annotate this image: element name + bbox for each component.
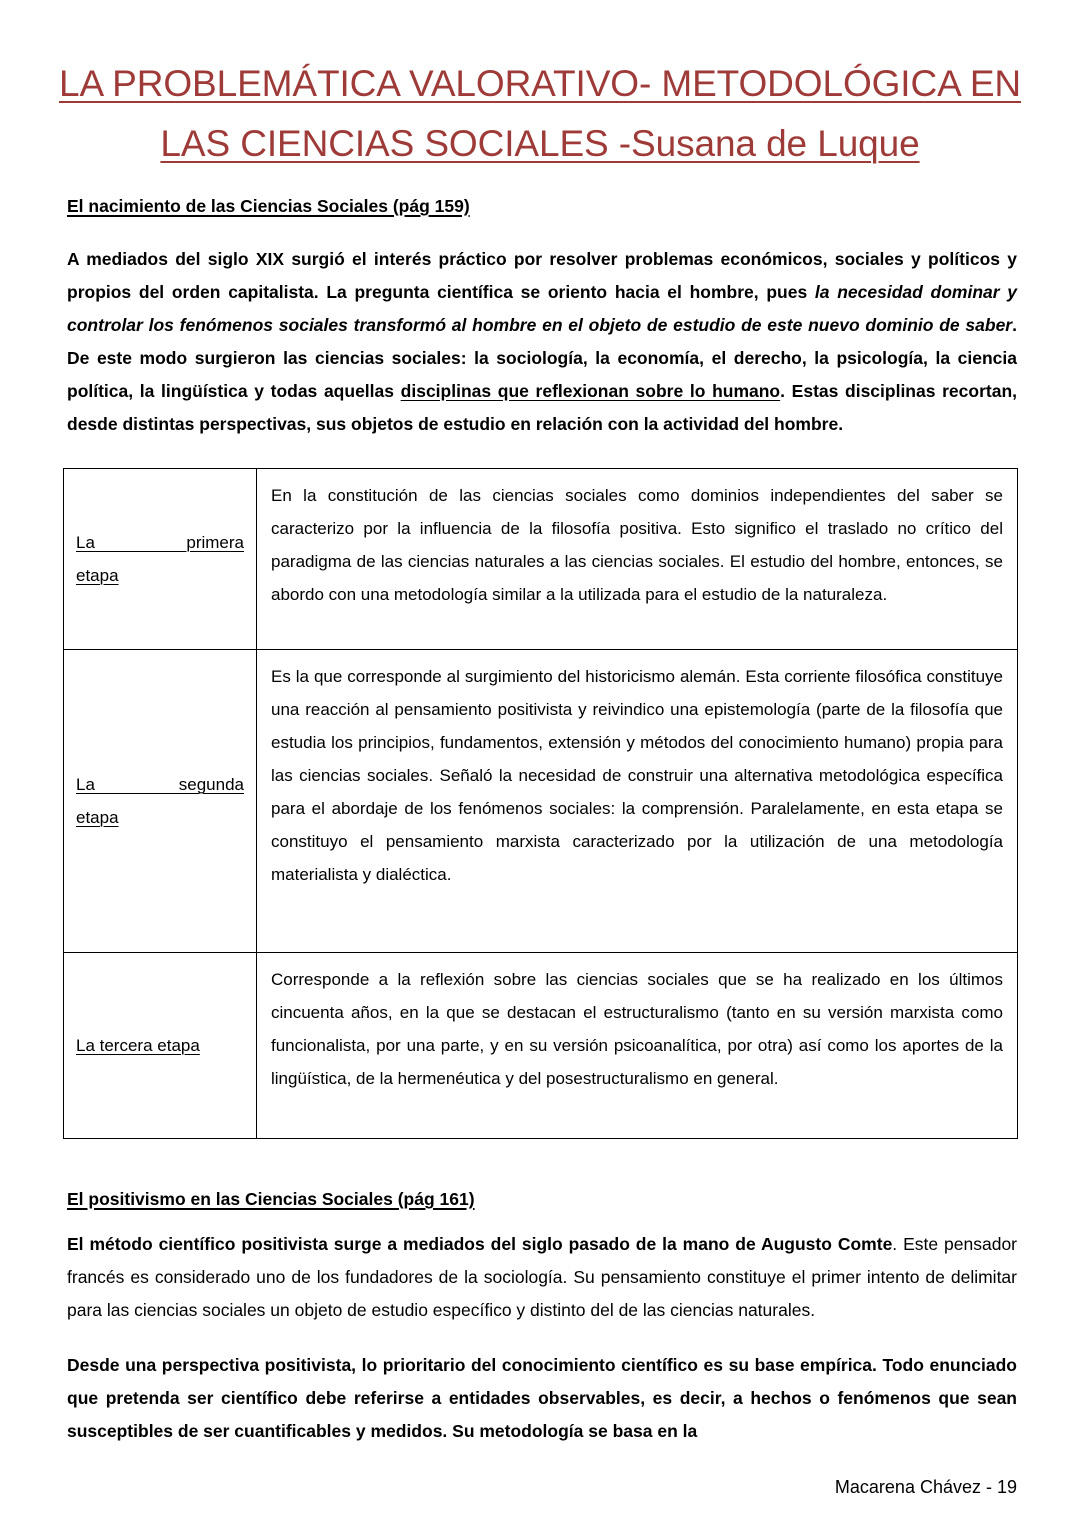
- etapa-label-line-2: etapa: [76, 808, 119, 827]
- table-row: [64, 953, 1018, 1139]
- table-row: [64, 650, 1018, 953]
- etapa-label-line-1: La tercera etapa: [76, 1036, 200, 1055]
- table-cell-label: [64, 650, 257, 953]
- paragraph-comte-rest: . Este pensador francés es considerado uno de los fundadores de la sociología. Su pensamiento constituye el primer intento de delimitar para las ciencias sociales un objeto de estudio específico y distinto del de las ciencias naturales.: [67, 1234, 1017, 1320]
- paragraph-nacimiento-underlined: disciplinas que reflexionan sobre lo humano: [400, 381, 781, 401]
- table-cell-label: [64, 953, 257, 1139]
- paragraph-nacimiento-part-3: . De este modo surgieron las ciencias sociales: la sociología, la economía, el derecho, la psicología, la ciencia política, la lingüística y todas aquellas: [67, 315, 1017, 401]
- page-title: [0, 0, 1080, 170]
- section-heading-nacimiento: El nacimiento de las Ciencias Sociales (pág 159): [67, 196, 470, 216]
- page-title-line-1: LA PROBLEMÁTICA VALORATIVO- METODOLÓGICA EN: [58, 63, 1022, 104]
- paragraph-nacimiento-italic: la necesidad dominar y controlar los fenómenos sociales transformó al hombre en el objeto de estudio de este nuevo dominio de saber: [67, 282, 1017, 335]
- paragraph-nacimiento: [0, 243, 1080, 441]
- paragraph-nacimiento-part-5: . Estas disciplinas recortan, desde distintas perspectivas, sus objetos de estudio en relación con la actividad del hombre.: [67, 381, 1018, 434]
- etapa-description: En la constitución de las ciencias sociales como dominios independientes del saber se caracterizo por la influencia de la filosofía positiva. Esto significo el traslado no crítico del paradigma de las ciencias naturales a las ciencias sociales. El estudio del hombre, entonces, se abordo con una metodología similar a la utilizada para el estudio de la naturaleza.: [271, 486, 1003, 604]
- table-cell-description: [257, 953, 1018, 1139]
- paragraph-nacimiento-part-1: A mediados del siglo XIX surgió el interés práctico por resolver problemas económicos, sociales y políticos y propios del orden capitalista. La pregunta científica se oriento hacia el hombre, pues: [67, 249, 1017, 302]
- section-heading-positivismo: El positivismo en las Ciencias Sociales (pág 161): [67, 1189, 475, 1209]
- page-footer: Macarena Chávez - 19: [834, 1477, 1017, 1497]
- etapas-table: [63, 468, 1018, 1139]
- table-row: [64, 469, 1018, 650]
- table-cell-label: [64, 469, 257, 650]
- paragraph-comte: [0, 1228, 1080, 1327]
- etapa-label-line-1: La segunda: [76, 775, 244, 794]
- paragraph-empirica: Desde una perspectiva positivista, lo prioritario del conocimiento científico es su base empírica. Todo enunciado que pretenda ser científico debe referirse a entidades observables, es decir, a hechos o fenómenos que sean susceptibles de ser cuantificables y medidos. Su metodología se basa en la: [67, 1355, 1017, 1441]
- page-title-line-2: LAS CIENCIAS SOCIALES -Susana de Luque: [160, 123, 920, 164]
- etapa-label-line-1: La primera: [76, 533, 244, 552]
- etapa-description: Corresponde a la reflexión sobre las ciencias sociales que se ha realizado en los últimos cincuenta años, en la que se destacan el estructuralismo (tanto en su versión marxista como funcionalista, por una parte, y en su versión psicoanalítica, por otra) así como los aportes de la lingüística, de la hermenéutica y del posestructuralismo en general.: [271, 970, 1003, 1088]
- paragraph-comte-bold: El método científico positivista surge a mediados del siglo pasado de la mano de Augusto Comte: [67, 1234, 893, 1254]
- table-cell-description: [257, 469, 1018, 650]
- etapa-description: Es la que corresponde al surgimiento del historicismo alemán. Esta corriente filosófica constituye una reacción al pensamiento positivista y reivindico una epistemología (parte de la filosofía que estudia los principios, fundamentos, extensión y métodos del conocimiento humano) propia para las ciencias sociales. Señaló la necesidad de construir una alternativa metodológica específica para el abordaje de los fenómenos sociales: la comprensión. Paralelamente, en esta etapa se constituyo el pensamiento marxista caracterizado por la utilización de una metodología materialista y dialéctica.: [271, 667, 1003, 884]
- etapa-label-line-2: etapa: [76, 566, 119, 585]
- table-cell-description: [257, 650, 1018, 953]
